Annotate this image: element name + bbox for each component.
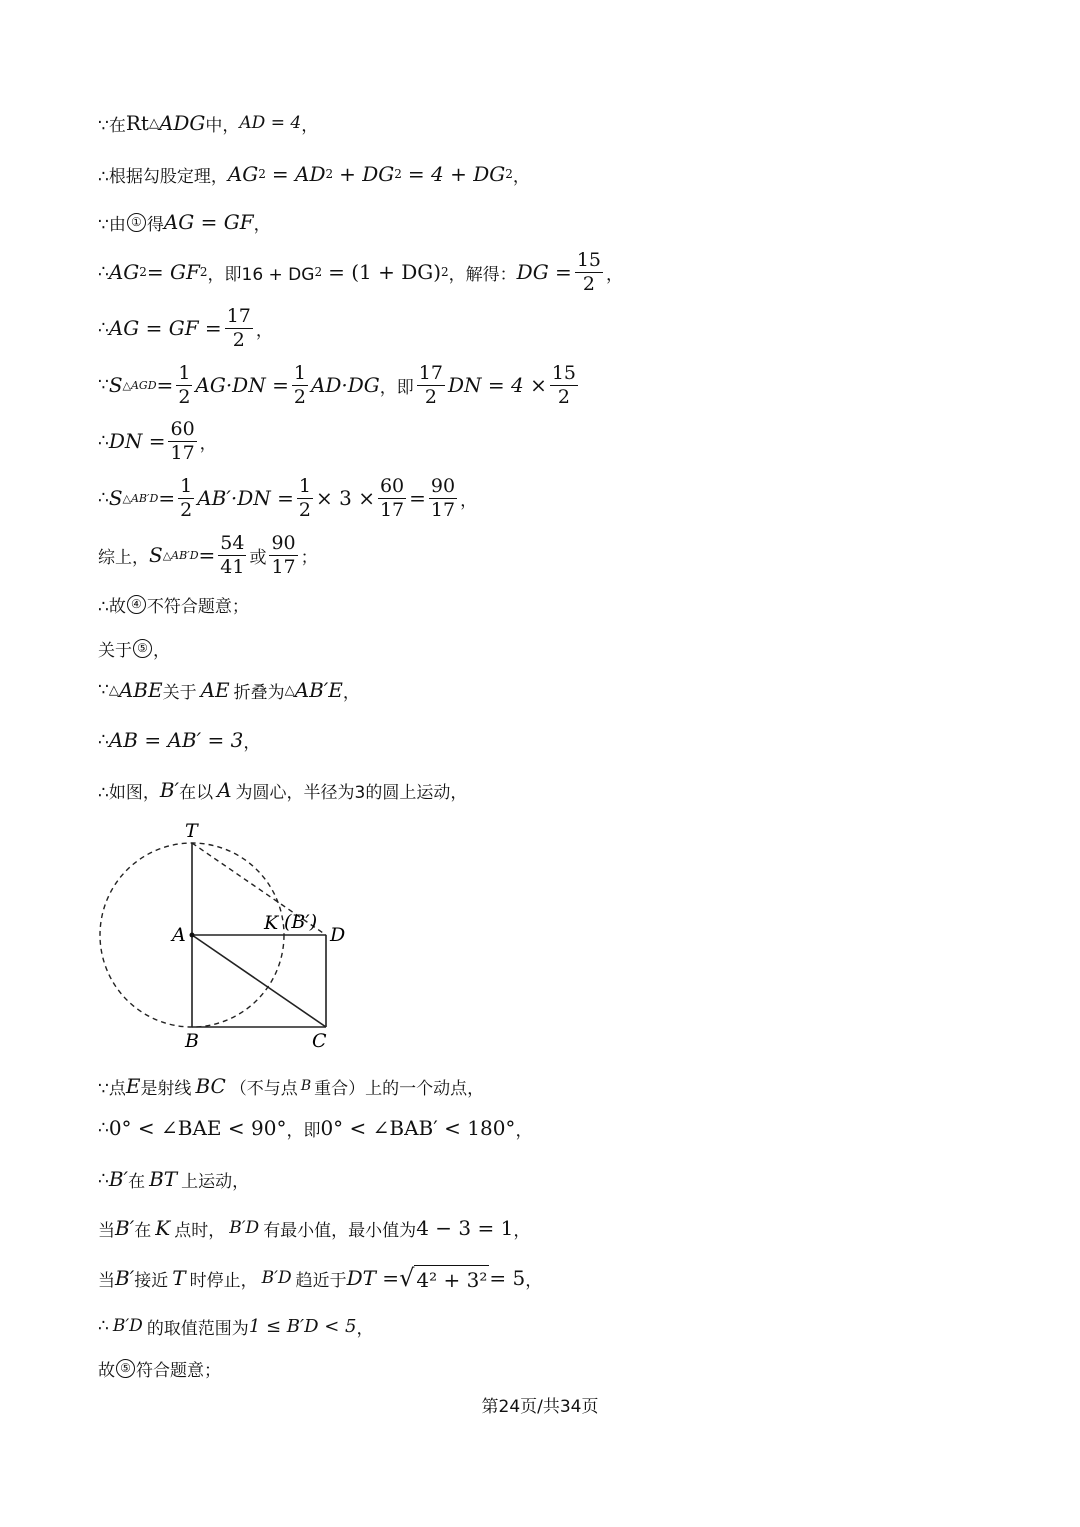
label-K: K [264, 912, 279, 934]
circled-number-1: ① [127, 213, 146, 232]
line-5: ∴ AG = GF = $\frac{17}{2}$ ， [98, 304, 273, 351]
line-18: 当 B′ 在 K 点时， B′D 有最小值，最小值为 4 − 3 = 1 ， [98, 1216, 531, 1241]
label-B: B [185, 1030, 199, 1052]
line-16: ∴ 0° < ∠BAE < 90° ，即 0° < ∠BAB′ < 180° ， [98, 1116, 533, 1141]
geometry-diagram [90, 815, 360, 1055]
segment-AC [192, 935, 326, 1027]
circled-number-5: ⑤ [133, 639, 152, 658]
fraction: $\frac{17}{2}$ [226, 304, 251, 351]
circled-number-4: ④ [127, 595, 146, 614]
line-7: ∴ DN = $\frac{60}{17}$ ， [98, 417, 217, 464]
fraction: $\frac{15}{2}$ [576, 248, 601, 295]
fraction: $\frac{60}{17}$ [379, 474, 405, 521]
line-9: 综上， S △AB′D = $\frac{54}{41}$ 或 $\frac{90}{17}$ ； [98, 531, 318, 578]
fraction: $\frac{1}{2}$ [298, 474, 311, 521]
line-10: ∴故 ④ 不符合题意； [98, 596, 249, 617]
label-Bprime: (B′) [284, 911, 318, 933]
label-A: A [172, 924, 186, 946]
label-T: T [185, 820, 198, 842]
fraction: $\frac{15}{2}$ [551, 361, 577, 408]
line-14: ∴如图， B′ 在以 A 为圆心，半径为3的圆上运动， [98, 778, 468, 803]
fraction: $\frac{90}{17}$ [430, 474, 456, 521]
square-root: √ 4² + 3² [399, 1264, 488, 1292]
fraction: $\frac{1}{2}$ [180, 474, 193, 521]
fraction: $\frac{1}{2}$ [178, 361, 191, 408]
line-13: ∴ AB = AB′ = 3 ， [98, 728, 261, 753]
circled-number-5: ⑤ [116, 1359, 135, 1378]
line-3: ∵由 ① 得 AG = GF ， [98, 210, 271, 235]
line-19: 当 B′ 接近 T 时停止， B′D 趋近于 DT = √ 4² + 3² = 5 ， [98, 1264, 543, 1292]
label-C: C [312, 1030, 327, 1052]
line-17: ∴ B′ 在 BT 上运动， [98, 1167, 250, 1192]
line-6: ∵ S △AGD = $\frac{1}{2}$ AG·DN = $\frac{1}{2}$ AD·DG ，即 $\frac{17}{2}$ DN = 4 × $\frac{15}{2}$ [98, 361, 577, 408]
line-20: ∴ B′D 的取值范围为 1 ≤ B′D < 5 ， [98, 1315, 374, 1339]
line-8: ∴ S △AB′D = $\frac{1}{2}$ AB′·DN = $\frac{1}{2}$ × 3 × $\frac{60}{17}$ = $\frac{90}{17}$ ， [98, 474, 478, 521]
line-11: 关于 ⑤ ， [98, 640, 170, 661]
line-12: ∵ △ ABE 关于 AE 折叠为 △ AB′E ， [98, 678, 360, 703]
label-D: D [330, 924, 346, 946]
fraction: $\frac{17}{2}$ [418, 361, 443, 408]
line-2: ∴根据勾股定理， AG 2 = AD 2 + DG 2 = 4 + DG 2 ， [98, 162, 530, 187]
line-15: ∵点 E 是射线 BC （不与点 B 重合）上的一个动点， [98, 1074, 485, 1099]
line-21: 故 ⑤ 符合题意； [98, 1360, 221, 1381]
line-4: ∴ AG 2 = GF 2 ，即16 + DG 2 = (1 + DG) 2 ，解得： DG = $\frac{15}{2}$ ， [98, 248, 623, 295]
page-footer: 第24页/共34页 [481, 1397, 599, 1417]
fraction: $\frac{90}{17}$ [271, 531, 296, 578]
line-1: ∵在 Rt △ ADG 中， AD = 4 ， [98, 111, 319, 136]
fraction: $\frac{1}{2}$ [293, 361, 306, 408]
point-A [190, 933, 195, 938]
fraction: $\frac{60}{17}$ [170, 417, 195, 464]
fraction: $\frac{54}{41}$ [220, 531, 245, 578]
